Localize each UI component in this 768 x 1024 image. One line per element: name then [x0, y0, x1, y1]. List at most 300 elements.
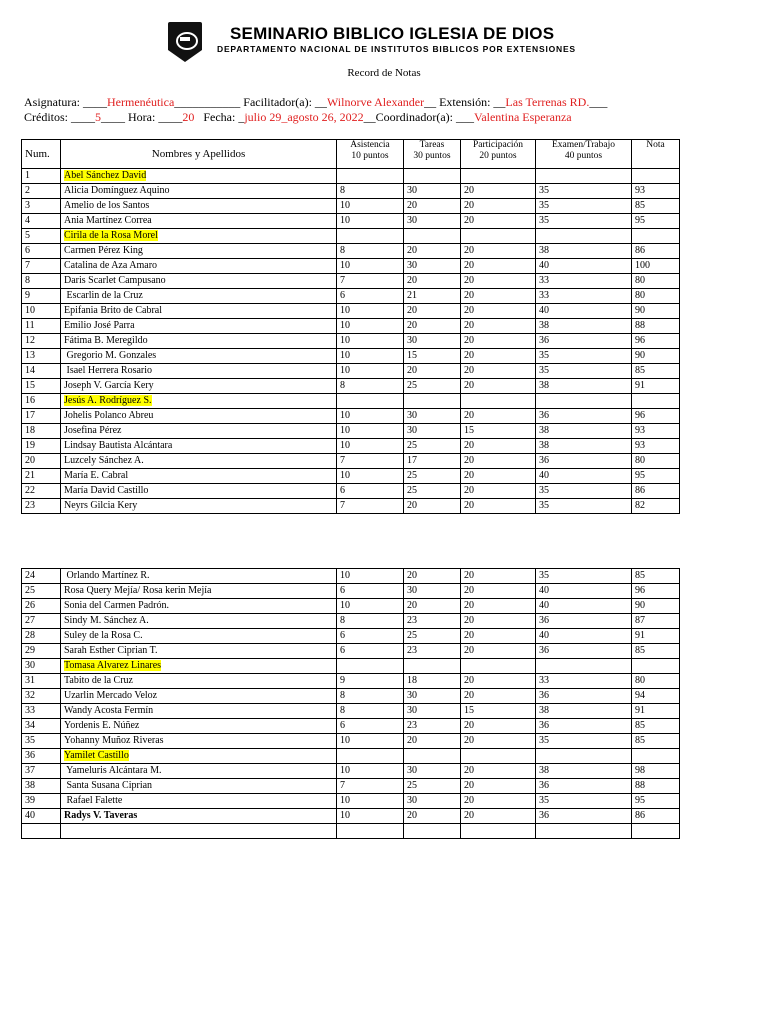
cell-num: 11 [22, 319, 61, 334]
cell-nota: 96 [632, 409, 680, 424]
cell-nota: 87 [632, 614, 680, 629]
cell-asistencia: 9 [337, 674, 404, 689]
cell-participacion: 15 [461, 424, 536, 439]
table-row [22, 184, 680, 199]
cell-examen: 40 [536, 629, 632, 644]
cell-asistencia: 6 [337, 629, 404, 644]
table-row [22, 244, 680, 259]
cell-participacion: 20 [461, 409, 536, 424]
cell-participacion: 20 [461, 779, 536, 794]
cell-nota: 93 [632, 439, 680, 454]
cell-tareas: 30 [404, 334, 461, 349]
cell-num: 20 [22, 454, 61, 469]
cell-asistencia [337, 229, 404, 244]
cell-tareas: 20 [404, 244, 461, 259]
cell-asistencia: 10 [337, 259, 404, 274]
cell-num: 39 [22, 794, 61, 809]
cell-tareas: 18 [404, 674, 461, 689]
cell-nota: 98 [632, 764, 680, 779]
col-nota-header: Nota [632, 140, 680, 169]
info-line-schedule [24, 110, 572, 125]
cell-tareas: 30 [404, 704, 461, 719]
cell-examen: 40 [536, 584, 632, 599]
cell-nota: 85 [632, 364, 680, 379]
cell-participacion: 20 [461, 364, 536, 379]
cell-participacion: 20 [461, 244, 536, 259]
cell-nota: 95 [632, 794, 680, 809]
cell-name [61, 289, 337, 304]
student-name: Cirila de la Rosa Morel [64, 230, 158, 241]
cell-examen: 36 [536, 809, 632, 824]
student-name: Santa Susana Ciprian [64, 780, 153, 791]
cell-tareas: 15 [404, 349, 461, 364]
table-row [22, 644, 680, 659]
cell-name [61, 169, 337, 184]
cell-participacion: 20 [461, 199, 536, 214]
cell-examen: 38 [536, 379, 632, 394]
cell-num: 35 [22, 734, 61, 749]
cell-participacion: 20 [461, 499, 536, 514]
cell-examen: 35 [536, 794, 632, 809]
cell-asistencia: 10 [337, 409, 404, 424]
student-name: María E. Cabral [64, 470, 129, 481]
cell-tareas: 20 [404, 734, 461, 749]
cell-tareas: 20 [404, 499, 461, 514]
document-header [168, 20, 728, 70]
cell-num: 17 [22, 409, 61, 424]
cell-tareas [404, 824, 461, 839]
cell-participacion: 20 [461, 289, 536, 304]
cell-num: 32 [22, 689, 61, 704]
cell-participacion: 20 [461, 274, 536, 289]
cell-num: 36 [22, 749, 61, 764]
cell-participacion: 20 [461, 644, 536, 659]
table-row [22, 409, 680, 424]
table-row [22, 259, 680, 274]
cell-name [61, 334, 337, 349]
grades-table-part-2 [21, 568, 680, 839]
cell-num: 21 [22, 469, 61, 484]
cell-participacion: 20 [461, 734, 536, 749]
cell-tareas [404, 394, 461, 409]
cell-participacion: 20 [461, 259, 536, 274]
cell-num: 22 [22, 484, 61, 499]
asignatura-value: Hermenéutica [107, 95, 175, 109]
cell-name [61, 584, 337, 599]
cell-asistencia: 10 [337, 364, 404, 379]
cell-num: 1 [22, 169, 61, 184]
cell-asistencia [337, 169, 404, 184]
cell-nota [632, 229, 680, 244]
cell-num: 40 [22, 809, 61, 824]
cell-examen: 38 [536, 244, 632, 259]
document-subtitle: DEPARTAMENTO NACIONAL DE INSTITUTOS BIBLICOS POR EXTENSIONES [217, 44, 576, 54]
cell-participacion: 20 [461, 674, 536, 689]
cell-nota: 95 [632, 214, 680, 229]
table-row [22, 794, 680, 809]
cell-tareas: 30 [404, 794, 461, 809]
cell-examen: 33 [536, 674, 632, 689]
cell-examen [536, 169, 632, 184]
cell-num: 38 [22, 779, 61, 794]
student-name: Yordenis E. Núñez [64, 720, 140, 731]
cell-examen: 35 [536, 349, 632, 364]
cell-participacion: 20 [461, 439, 536, 454]
cell-participacion [461, 824, 536, 839]
student-name: Sindy M. Sánchez A. [64, 615, 149, 626]
cell-participacion: 20 [461, 184, 536, 199]
cell-participacion: 20 [461, 379, 536, 394]
cell-tareas: 20 [404, 569, 461, 584]
grades-body-part-2 [22, 569, 680, 839]
cell-name [61, 244, 337, 259]
cell-tareas: 23 [404, 614, 461, 629]
cell-participacion: 20 [461, 689, 536, 704]
cell-asistencia: 10 [337, 319, 404, 334]
cell-name [61, 719, 337, 734]
cell-participacion [461, 394, 536, 409]
cell-examen: 40 [536, 259, 632, 274]
cell-nota: 80 [632, 274, 680, 289]
cell-nota: 86 [632, 809, 680, 824]
cell-num [22, 824, 61, 839]
cell-asistencia: 6 [337, 644, 404, 659]
table-row [22, 469, 680, 484]
cell-name [61, 454, 337, 469]
cell-name [61, 569, 337, 584]
cell-asistencia: 8 [337, 689, 404, 704]
cell-num: 37 [22, 764, 61, 779]
cell-nota: 90 [632, 304, 680, 319]
cell-asistencia: 7 [337, 274, 404, 289]
table-row [22, 439, 680, 454]
student-name: Suley de la Rosa C. [64, 630, 143, 641]
cell-name [61, 394, 337, 409]
cell-tareas: 21 [404, 289, 461, 304]
cell-name [61, 659, 337, 674]
cell-tareas: 25 [404, 439, 461, 454]
cell-tareas: 30 [404, 409, 461, 424]
cell-nota: 91 [632, 379, 680, 394]
cell-num: 24 [22, 569, 61, 584]
cell-name [61, 304, 337, 319]
coordinador-value: Valentina Esperanza [473, 110, 572, 124]
cell-tareas: 30 [404, 584, 461, 599]
student-name: Orlando Martínez R. [64, 570, 150, 581]
cell-examen [536, 824, 632, 839]
cell-tareas: 25 [404, 779, 461, 794]
student-name: Escarlin de la Cruz [64, 290, 143, 301]
facilitador-value: Wilnorve Alexander [326, 95, 425, 109]
cell-name [61, 764, 337, 779]
col-examen-header: Examen/Trabajo 40 puntos [536, 140, 632, 169]
fecha-value: julio 29_agosto 26, 2022 [244, 110, 364, 124]
cell-asistencia: 8 [337, 614, 404, 629]
cell-num: 29 [22, 644, 61, 659]
table-row [22, 214, 680, 229]
student-name: Johelis Polanco Abreu [64, 410, 154, 421]
cell-name [61, 199, 337, 214]
table-row [22, 304, 680, 319]
cell-nota: 85 [632, 569, 680, 584]
cell-asistencia: 6 [337, 484, 404, 499]
table-row [22, 484, 680, 499]
cell-name [61, 794, 337, 809]
cell-nota [632, 394, 680, 409]
cell-name [61, 184, 337, 199]
col-num-header: Num. [22, 140, 61, 169]
cell-name [61, 379, 337, 394]
cell-participacion [461, 659, 536, 674]
cell-num: 28 [22, 629, 61, 644]
student-name: Yohanny Muñoz Riveras [64, 735, 164, 746]
cell-asistencia [337, 659, 404, 674]
cell-examen: 38 [536, 764, 632, 779]
cell-num: 16 [22, 394, 61, 409]
student-name: Fátima B. Meregildo [64, 335, 148, 346]
cell-examen: 35 [536, 214, 632, 229]
cell-examen: 36 [536, 334, 632, 349]
cell-participacion: 20 [461, 454, 536, 469]
cell-examen: 36 [536, 719, 632, 734]
table-row [22, 614, 680, 629]
table-row [22, 719, 680, 734]
cell-nota: 93 [632, 184, 680, 199]
cell-tareas: 20 [404, 809, 461, 824]
cell-participacion: 20 [461, 319, 536, 334]
cell-tareas: 20 [404, 274, 461, 289]
cell-tareas: 25 [404, 379, 461, 394]
cell-nota: 96 [632, 334, 680, 349]
cell-num: 9 [22, 289, 61, 304]
table-row [22, 274, 680, 289]
student-name: Carmen Pérez King [64, 245, 143, 256]
cell-tareas: 23 [404, 644, 461, 659]
cell-asistencia: 10 [337, 809, 404, 824]
cell-nota: 80 [632, 674, 680, 689]
cell-asistencia [337, 749, 404, 764]
cell-participacion [461, 169, 536, 184]
cell-examen [536, 394, 632, 409]
student-name: Catalina de Aza Amaro [64, 260, 158, 271]
cell-participacion: 20 [461, 349, 536, 364]
cell-participacion: 20 [461, 469, 536, 484]
cell-asistencia: 10 [337, 569, 404, 584]
table-row [22, 319, 680, 334]
cell-examen: 36 [536, 779, 632, 794]
cell-asistencia: 10 [337, 214, 404, 229]
cell-name [61, 409, 337, 424]
cell-name [61, 484, 337, 499]
cell-name [61, 779, 337, 794]
cell-nota [632, 749, 680, 764]
cell-nota: 93 [632, 424, 680, 439]
cell-examen [536, 659, 632, 674]
cell-asistencia: 10 [337, 349, 404, 364]
cell-nota: 95 [632, 469, 680, 484]
student-name: Joseph V. García Kery [64, 380, 154, 391]
student-name: Emilio José Parra [64, 320, 135, 331]
cell-num: 26 [22, 599, 61, 614]
cell-asistencia [337, 394, 404, 409]
cell-asistencia: 8 [337, 184, 404, 199]
cell-num: 30 [22, 659, 61, 674]
cell-tareas: 20 [404, 599, 461, 614]
extension-value: Las Terrenas RD. [505, 95, 590, 109]
cell-participacion: 20 [461, 764, 536, 779]
cell-participacion: 20 [461, 614, 536, 629]
cell-examen: 38 [536, 439, 632, 454]
cell-name [61, 614, 337, 629]
extension-tail: ___ [589, 95, 608, 109]
cell-examen: 35 [536, 184, 632, 199]
cell-examen: 35 [536, 499, 632, 514]
cell-nota [632, 169, 680, 184]
cell-asistencia: 8 [337, 244, 404, 259]
cell-participacion: 20 [461, 484, 536, 499]
cell-num: 12 [22, 334, 61, 349]
cell-num: 2 [22, 184, 61, 199]
cell-asistencia: 8 [337, 379, 404, 394]
col-asistencia-header: Asistencia 10 puntos [337, 140, 404, 169]
cell-asistencia: 10 [337, 599, 404, 614]
cell-asistencia: 10 [337, 794, 404, 809]
cell-num: 10 [22, 304, 61, 319]
student-name: Amelio de los Santos [64, 200, 150, 211]
cell-nota: 85 [632, 644, 680, 659]
cell-asistencia: 10 [337, 304, 404, 319]
cell-examen: 40 [536, 469, 632, 484]
cell-examen: 35 [536, 199, 632, 214]
student-name: Wandy Acosta Fermín [64, 705, 154, 716]
cell-name [61, 439, 337, 454]
cell-examen: 36 [536, 644, 632, 659]
cell-tareas [404, 229, 461, 244]
cell-participacion: 20 [461, 599, 536, 614]
table-row [22, 704, 680, 719]
cell-examen [536, 749, 632, 764]
col-participacion-header: Participación 20 puntos [461, 140, 536, 169]
coordinador-label: __Coordinador(a): ___ [363, 110, 474, 124]
cell-name [61, 824, 337, 839]
cell-name [61, 499, 337, 514]
table-row [22, 379, 680, 394]
student-name: Yameluris Alcántara M. [64, 765, 162, 776]
cell-examen: 35 [536, 364, 632, 379]
record-heading: Record de Notas [347, 67, 421, 79]
student-name: Tomasa Alvarez Linares [64, 660, 162, 671]
cell-num: 5 [22, 229, 61, 244]
cell-examen: 38 [536, 319, 632, 334]
cell-name [61, 469, 337, 484]
cell-tareas: 30 [404, 689, 461, 704]
table-row [22, 454, 680, 469]
student-name: Jesús A. Rodríguez S. [64, 395, 152, 406]
cell-name [61, 229, 337, 244]
cell-tareas: 20 [404, 364, 461, 379]
student-name: Rosa Query Mejía/ Rosa kerin Mejía [64, 585, 212, 596]
table-row [22, 289, 680, 304]
cell-tareas: 20 [404, 304, 461, 319]
student-name: Luzcely Sánchez A. [64, 455, 144, 466]
cell-asistencia: 10 [337, 764, 404, 779]
cell-num: 19 [22, 439, 61, 454]
cell-asistencia: 10 [337, 734, 404, 749]
cell-tareas: 25 [404, 629, 461, 644]
cell-tareas: 25 [404, 484, 461, 499]
cell-num: 7 [22, 259, 61, 274]
cell-participacion [461, 749, 536, 764]
cell-tareas [404, 169, 461, 184]
table-row [22, 169, 680, 184]
table-row [22, 764, 680, 779]
cell-nota: 88 [632, 319, 680, 334]
cell-nota: 85 [632, 199, 680, 214]
asignatura-label: Asignatura: ____ [24, 95, 107, 109]
cell-asistencia: 10 [337, 334, 404, 349]
student-name: Daris Scarlet Campusano [64, 275, 166, 286]
table-row [22, 569, 680, 584]
cell-examen: 35 [536, 734, 632, 749]
table-row [22, 424, 680, 439]
cell-tareas [404, 749, 461, 764]
hora-value: 20 [182, 110, 195, 124]
cell-name [61, 644, 337, 659]
institution-logo-icon [168, 22, 202, 62]
cell-examen: 36 [536, 689, 632, 704]
student-name: Lindsay Bautista Alcántara [64, 440, 173, 451]
creditos-label: Créditos: ____ [24, 110, 95, 124]
cell-nota: 82 [632, 499, 680, 514]
cell-examen: 36 [536, 454, 632, 469]
info-line-subject [24, 95, 607, 110]
cell-name [61, 274, 337, 289]
document-title: SEMINARIO BIBLICO IGLESIA DE DIOS [230, 24, 555, 43]
cell-name [61, 599, 337, 614]
cell-tareas: 25 [404, 469, 461, 484]
cell-tareas: 20 [404, 319, 461, 334]
cell-examen: 38 [536, 704, 632, 719]
cell-asistencia: 6 [337, 719, 404, 734]
cell-tareas: 30 [404, 214, 461, 229]
cell-num: 18 [22, 424, 61, 439]
cell-nota: 100 [632, 259, 680, 274]
cell-num: 31 [22, 674, 61, 689]
cell-tareas: 30 [404, 424, 461, 439]
cell-tareas: 20 [404, 199, 461, 214]
cell-participacion [461, 229, 536, 244]
table-row [22, 749, 680, 764]
cell-name [61, 809, 337, 824]
cell-nota: 88 [632, 779, 680, 794]
cell-participacion: 20 [461, 569, 536, 584]
cell-num: 3 [22, 199, 61, 214]
cell-name [61, 689, 337, 704]
cell-nota: 85 [632, 734, 680, 749]
table-row [22, 674, 680, 689]
col-tareas-header: Tareas 30 puntos [404, 140, 461, 169]
cell-asistencia: 7 [337, 454, 404, 469]
table-row [22, 364, 680, 379]
cell-asistencia: 6 [337, 289, 404, 304]
student-name: Yamilet Castillo [64, 750, 129, 761]
cell-participacion: 20 [461, 334, 536, 349]
cell-nota: 85 [632, 719, 680, 734]
cell-num: 8 [22, 274, 61, 289]
student-name: Tabito de la Cruz [64, 675, 133, 686]
cell-asistencia: 7 [337, 499, 404, 514]
student-name: Gregorio M. Gonzales [64, 350, 157, 361]
